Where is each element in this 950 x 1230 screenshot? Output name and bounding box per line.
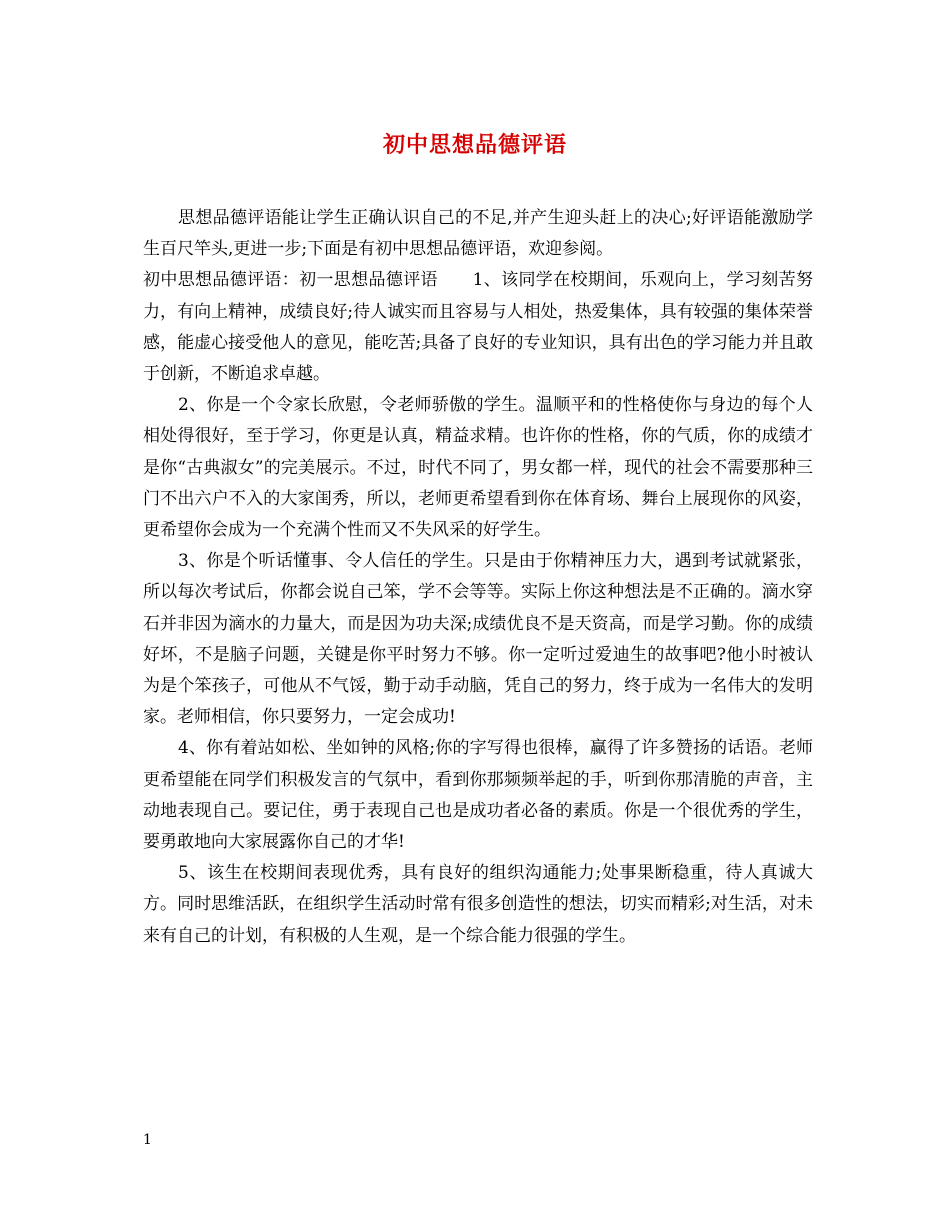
document-body	[143, 203, 813, 952]
section-heading-paragraph: 初中思想品德评语：初一思想品德评语 1、该同学在校期间，乐观向上，学习刻苦努力，有向上精神，成绩良好;待人诚实而且容易与人相处，热爱集体，具有较强的集体荣誉感，能虚心接受他人的意见，能吃苦;具备了良好的专业知识，具有出色的学习能力并且敢于创新，不断追求卓越。	[143, 270, 813, 385]
comment-paragraph-4: 4、你有着站如松、坐如钟的风格;你的字写得也很棒，赢得了许多赞扬的话语。老师更希望能在同学们积极发言的气氛中，看到你那频频举起的手，听到你那清脆的声音，主动地表现自己。要记住，勇于表现自己也是成功者必备的素质。你是一个很优秀的学生，要勇敢地向大家展露你自己的才华!	[143, 738, 813, 853]
comment-paragraph-3: 3、你是个听话懂事、令人信任的学生。只是由于你精神压力大，遇到考试就紧张，所以每次考试后，你都会说自己笨，学不会等等。实际上你这种想法是不正确的。滴水穿石并非因为滴水的力量大，而是因为功夫深;成绩优良不是天资高，而是学习勤。你的成绩好坏，不是脑子问题，关键是你平时努力不够。你一定听过爱迪生的故事吧?他小时被认为是个笨孩子，可他从不气馁，勤于动手动脑，凭自己的努力，终于成为一名伟大的发明家。老师相信，你只要努力，一定会成功!	[143, 551, 813, 728]
document-title: 初中思想品德评语	[382, 132, 567, 158]
comment-paragraph-2: 2、你是一个令家长欣慰，令老师骄傲的学生。温顺平和的性格使你与身边的每个人相处得很好，至于学习，你更是认真，精益求精。也许你的性格，你的气质，你的成绩才是你“古典淑女”的完美展示。不过，时代不同了，男女都一样，现代的社会不需要那种三门不出六户不入的大家闺秀，所以，老师更希望看到你在体育场、舞台上展现你的风姿，更希望你会成为一个充满个性而又不失风采的好学生。	[143, 395, 813, 541]
page-number: 1	[143, 1132, 152, 1148]
intro-paragraph: 思想品德评语能让学生正确认识自己的不足,并产生迎头赶上的决心;好评语能激励学生百尺竿头,更进一步;下面是有初中思想品德评语，欢迎参阅。	[143, 208, 813, 260]
comment-paragraph-5: 5、该生在校期间表现优秀，具有良好的组织沟通能力;处事果断稳重，待人真诚大方。同时思维活跃，在组织学生活动时常有很多创造性的想法，切实而精彩;对生活，对未来有自己的计划，有积极的人生观，是一个综合能力很强的学生。	[143, 863, 813, 946]
